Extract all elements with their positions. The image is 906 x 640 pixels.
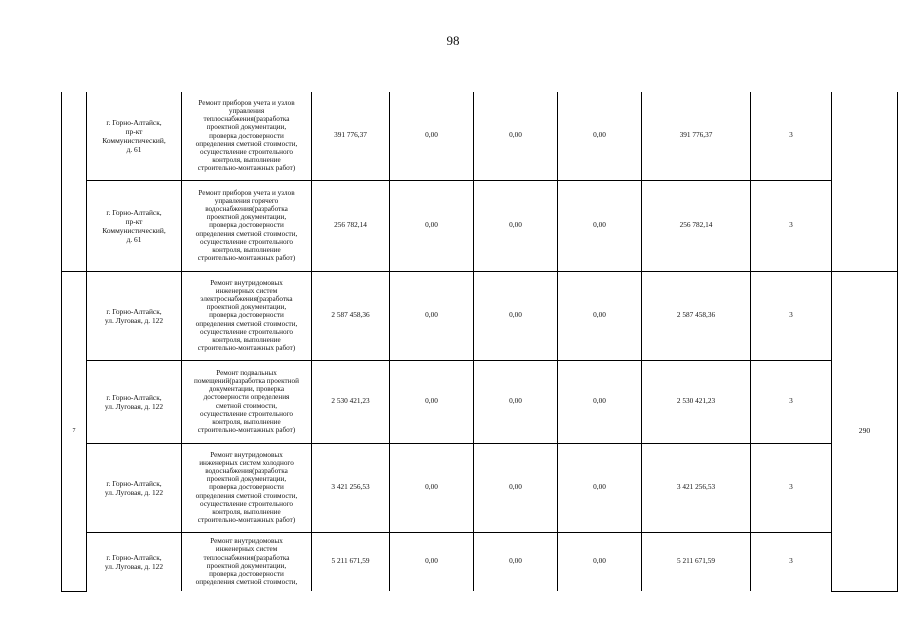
total-cost-cell: 256 782,14 (312, 180, 390, 271)
owners-funds-cell: 391 776,37 (642, 92, 751, 180)
table-row (62, 360, 898, 443)
funding-cell-2: 0,00 (474, 92, 558, 180)
work-description-cell: Ремонт подвальных помещений(разработка проектной документации, проверка достоверности определения сметной стоимости, осуществление строительного контроля, выполнение строительно-монтажных работ) (182, 360, 312, 443)
work-description-cell: Ремонт приборов учета и узлов управления теплоснабжения(разработка проектной документации, проверка достоверности определения сметной стоимости, осуществление строительного контроля, выполнение строительно-монтажных работ) (182, 92, 312, 180)
address-cell: г. Горно-Алтайск, ул. Луговая, д. 122 (87, 443, 182, 532)
year-cell: 3 (751, 271, 832, 360)
funding-cell-1: 0,00 (390, 443, 474, 532)
index-cell-empty (62, 92, 87, 271)
works-table (61, 92, 898, 592)
work-description-cell: Ремонт внутридомовых инженерных систем электроснабжения(разработка проектной документации, проверка достоверности определения сметной стоимости, осуществление строительного контроля, выполнение строительно-монтажных работ) (182, 271, 312, 360)
table-row (62, 532, 898, 591)
table-row (62, 271, 898, 360)
funding-cell-3: 0,00 (558, 180, 642, 271)
year-cell: 3 (751, 532, 832, 591)
funding-cell-2: 0,00 (474, 360, 558, 443)
group-index-cell: 7 (62, 271, 87, 591)
table-row (62, 180, 898, 271)
owners-funds-cell: 2 530 421,23 (642, 360, 751, 443)
funding-cell-3: 0,00 (558, 532, 642, 591)
total-cost-cell: 3 421 256,53 (312, 443, 390, 532)
funding-cell-1: 0,00 (390, 92, 474, 180)
table-row (62, 92, 898, 180)
address-cell: г. Горно-Алтайск, пр-кт Коммунистический, д. 61 (87, 180, 182, 271)
address-cell: г. Горно-Алтайск, ул. Луговая, д. 122 (87, 271, 182, 360)
year-cell: 3 (751, 180, 832, 271)
total-cost-cell: 2 530 421,23 (312, 360, 390, 443)
funding-cell-2: 0,00 (474, 271, 558, 360)
total-cost-cell: 2 587 458,36 (312, 271, 390, 360)
house-total-cell: 290 (832, 271, 898, 591)
page-number: 98 (446, 33, 460, 48)
funding-cell-3: 0,00 (558, 360, 642, 443)
work-description-cell: Ремонт внутридомовых инженерных систем теплоснабжения(разработка проектной документации, проверка достоверности определения сметной стоимости, (182, 532, 312, 591)
owners-funds-cell: 5 211 671,59 (642, 532, 751, 591)
funding-cell-1: 0,00 (390, 532, 474, 591)
address-cell: г. Горно-Алтайск, ул. Луговая, д. 122 (87, 360, 182, 443)
funding-cell-1: 0,00 (390, 180, 474, 271)
work-description-cell: Ремонт приборов учета и узлов управления горячего водоснабжения(разработка проектной документации, проверка достоверности определения сметной стоимости, осуществление строительного контроля, выполнение строительно-монтажных работ) (182, 180, 312, 271)
funding-cell-3: 0,00 (558, 92, 642, 180)
year-cell: 3 (751, 360, 832, 443)
funding-cell-1: 0,00 (390, 271, 474, 360)
table-row (62, 443, 898, 532)
funding-cell-2: 0,00 (474, 532, 558, 591)
funding-cell-3: 0,00 (558, 271, 642, 360)
work-description-cell: Ремонт внутридомовых инженерных систем холодного водоснабжения(разработка проектной документации, проверка достоверности определения сметной стоимости, осуществление строительного контроля, выполнение строительно-монтажных работ) (182, 443, 312, 532)
owners-funds-cell: 256 782,14 (642, 180, 751, 271)
year-cell: 3 (751, 443, 832, 532)
funding-cell-1: 0,00 (390, 360, 474, 443)
funding-cell-3: 0,00 (558, 443, 642, 532)
funding-cell-2: 0,00 (474, 180, 558, 271)
owners-funds-cell: 2 587 458,36 (642, 271, 751, 360)
funding-cell-2: 0,00 (474, 443, 558, 532)
address-cell: г. Горно-Алтайск, ул. Луговая, д. 122 (87, 532, 182, 591)
total-cost-cell: 5 211 671,59 (312, 532, 390, 591)
house-total-cell-empty (832, 92, 898, 271)
year-cell: 3 (751, 92, 832, 180)
owners-funds-cell: 3 421 256,53 (642, 443, 751, 532)
total-cost-cell: 391 776,37 (312, 92, 390, 180)
address-cell: г. Горно-Алтайск, пр-кт Коммунистический, д. 61 (87, 92, 182, 180)
